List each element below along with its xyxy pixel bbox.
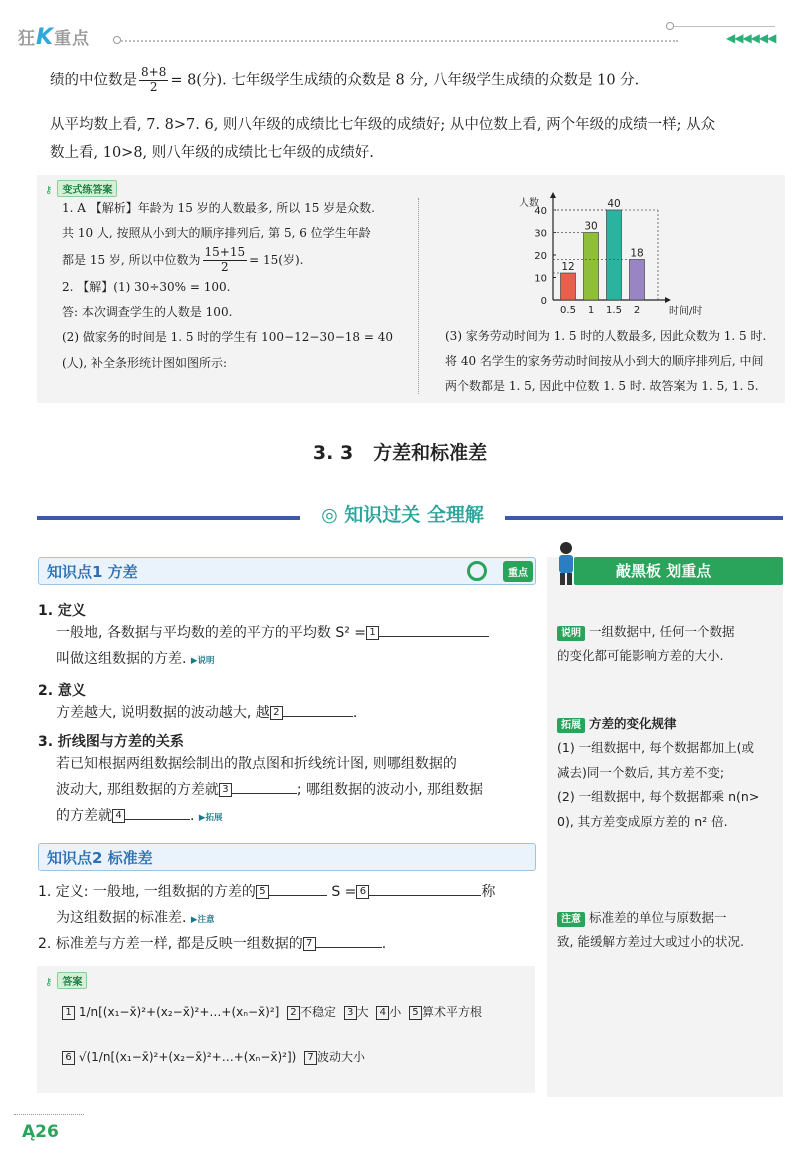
answer-3-line-1: (3) 家务劳动时间为 1. 5 时的人数最多, 因此众数为 1. 5 时.: [445, 329, 767, 343]
banner-line-left: [37, 516, 300, 520]
fraction: $\frac{15+15}{2}$: [204, 245, 246, 275]
bar: [607, 210, 622, 300]
section-banner: ◎ 知识过关 全理解: [300, 500, 505, 527]
blackboard-note-extend: 拓展 方差的变化规律 (1) 一组数据中, 每个数据都加上(或 减去)同一个数后, 其方差不变; (2) 一组数据中, 每个数据都乘 n(n> 0), 其方差变成原方差的 n² 倍.: [557, 716, 760, 829]
footer-divider: [14, 1114, 84, 1115]
key-point-badge: 重点: [503, 561, 533, 582]
kp1-meaning-title: 2. 意义: [38, 683, 86, 699]
header-arrows-icon: ◀◀◀◀◀◀: [726, 31, 776, 45]
bar-chart: [505, 190, 705, 320]
answer-2-line-2: 答: 本次调查学生的人数是 100.: [62, 305, 233, 320]
kp1-relation-text: 若已知根据两组数据绘制出的散点图和折线统计图, 则哪组数据的 波动大, 那组数据的方差就 3 ; 哪组数据的波动小, 那组数据 的方差就 4 . ▶拓展: [56, 756, 483, 824]
y-axis-arrow: [550, 192, 556, 198]
x-tick-label: 1: [587, 305, 595, 316]
variant-right-text: [445, 324, 785, 400]
key-icon: ⚷: [45, 977, 53, 988]
x-tick-label: 1.5: [606, 305, 622, 316]
blackboard-note-explain: 说明 一组数据中, 任何一个数据 的变化都可能影响方差的大小.: [557, 624, 735, 664]
bar: [584, 233, 599, 301]
answer-3-line-2: 将 40 名学生的家务劳动时间按从小到大的顺序排列后, 中间: [445, 354, 764, 369]
blank-6: [369, 895, 481, 896]
y-tick-label: 0: [540, 296, 547, 307]
x-tick-label: 2: [633, 305, 641, 316]
answers-tag: ⚷ 答案: [45, 970, 87, 989]
header-dot-icon: [666, 22, 674, 30]
x-tick-label: 0.5: [560, 305, 576, 316]
variant-answer-tag: ⚷ 变式练答案: [45, 178, 117, 197]
bar-value-label: 18: [630, 247, 644, 260]
kp2-definition-text: 1. 定义: 一般地, 一组数据的方差的 5 S = 6 称 为这组数据的标准差. ▶注意 2. 标准差与方差一样, 都是反映一组数据的 7 .: [38, 884, 496, 952]
variant-left-text: [62, 196, 412, 376]
blank-number: 7: [303, 937, 316, 951]
answer-1-line-3: 都是 15 岁, 所以中位数为 $\frac{15+15}{2}$ = 15(岁).: [62, 245, 304, 275]
bar: [561, 273, 576, 300]
blank-number: 2: [270, 706, 283, 720]
x-axis-arrow: [665, 297, 671, 303]
answer-2-line-4: (人), 补全条形统计图如图所示:: [62, 355, 228, 370]
blank-2: [283, 716, 353, 717]
answer-1-line-1: 1. A 【解析】年龄为 15 岁的人数最多, 所以 15 岁是众数.: [62, 201, 375, 215]
blank-1: [379, 636, 489, 637]
page-number: Ą26: [22, 1122, 59, 1142]
blank-number: 3: [219, 783, 232, 797]
blank-3: [232, 793, 297, 794]
kp1-meaning-text: 方差越大, 说明数据的波动越大, 越 2 .: [56, 705, 358, 721]
blank-number: 1: [366, 626, 379, 640]
extension-link[interactable]: ▶拓展: [198, 812, 223, 823]
kp1-definition-title: 1. 定义: [38, 603, 86, 619]
section-title: 3. 3 方差和标准差: [312, 442, 488, 464]
answer-2-line-3: (2) 做家务的时间是 1. 5 时的学生有 100−12−30−18 = 40: [62, 330, 393, 345]
blank-7: [316, 947, 382, 948]
blank-number: 5: [256, 885, 269, 899]
intro-line-1: 绩的中位数是 $\frac{8+8}{2}$ = 8(分). 七年级学生成绩的众数是 8 分, 八年级学生成绩的众数是 10 分.: [50, 65, 640, 94]
blackboard-header: 敲黑板 划重点: [574, 557, 783, 585]
y-tick-label: 10: [534, 273, 547, 285]
x-axis-label: 时间/时: [669, 306, 703, 317]
intro-line-2: 从平均数上看, 7. 8>7. 6, 则八年级的成绩比七年级的成绩好; 从中位数上看, 两个年级的成绩一样; 从众: [50, 117, 716, 133]
banner-line-right: [505, 516, 783, 520]
answer-2-line-1: 2. 【解】(1) 30÷30% = 100.: [62, 279, 231, 294]
header-dot-icon: [113, 36, 121, 44]
header-divider-right: [670, 26, 775, 27]
bar-value-label: 40: [607, 198, 621, 210]
blank-5: [269, 895, 327, 896]
bar: [630, 260, 645, 301]
brand-logo: 狂K重点: [18, 25, 91, 50]
answers-row-1: 1 1/n[(x₁−x̄)²+(x₂−x̄)²+…+(xₙ−x̄)²] 2 不稳定 3 大 4 小 5 算术平方根: [62, 1003, 532, 1020]
blank-number: 6: [356, 885, 369, 899]
knowledge-point-1-header: 知识点1 方差 重点: [38, 557, 536, 585]
blank-4: [125, 819, 190, 820]
page-logo-icon: Ą: [22, 1122, 36, 1142]
answer-3-line-3: 两个数都是 1. 5, 因此中位数 1. 5 时. 故答案为 1. 5, 1. 5.: [445, 379, 759, 394]
y-tick-label: 30: [534, 228, 547, 240]
blank-number: 4: [112, 809, 125, 823]
column-divider: [418, 198, 419, 394]
intro-line-3: 数上看, 10>8, 则八年级的成绩比七年级的成绩好.: [50, 145, 374, 161]
kp1-definition-text: 一般地, 各数据与平均数的差的平方的平均数 S² = 1 叫做这组数据的方差. ▶说明: [56, 621, 536, 673]
caution-link[interactable]: ▶注意: [190, 914, 215, 925]
bar-value-label: 30: [584, 220, 598, 233]
header-divider: [118, 40, 678, 42]
blackboard-note-caution: 注意 标准差的单位与原数据一 致, 能缓解方差过大或过小的状况.: [557, 910, 744, 950]
knowledge-point-2-header: 知识点2 标准差: [38, 843, 536, 871]
answer-1-line-2: 共 10 人, 按照从小到大的顺序排列后, 第 5, 6 位学生年龄: [62, 226, 371, 241]
y-axis-label: 人数: [519, 198, 539, 209]
y-tick-label: 20: [534, 251, 547, 262]
note-link[interactable]: ▶说明: [190, 655, 215, 666]
bar-value-label: 12: [561, 261, 575, 273]
key-icon: ⚷: [45, 185, 53, 196]
fraction: $\frac{8+8}{2}$: [141, 65, 167, 94]
answers-row-2: 6 √(1/n[(x₁−x̄)²+(x₂−x̄)²+…+(xₙ−x̄)²]) 7 波动大小: [62, 1048, 532, 1065]
answers-box: [37, 966, 535, 1093]
swirl-icon: ◎: [321, 504, 338, 526]
target-icon: [467, 561, 487, 581]
y-tick-label: 40: [534, 206, 547, 217]
kp1-relation-title: 3. 折线图与方差的关系: [38, 734, 184, 750]
